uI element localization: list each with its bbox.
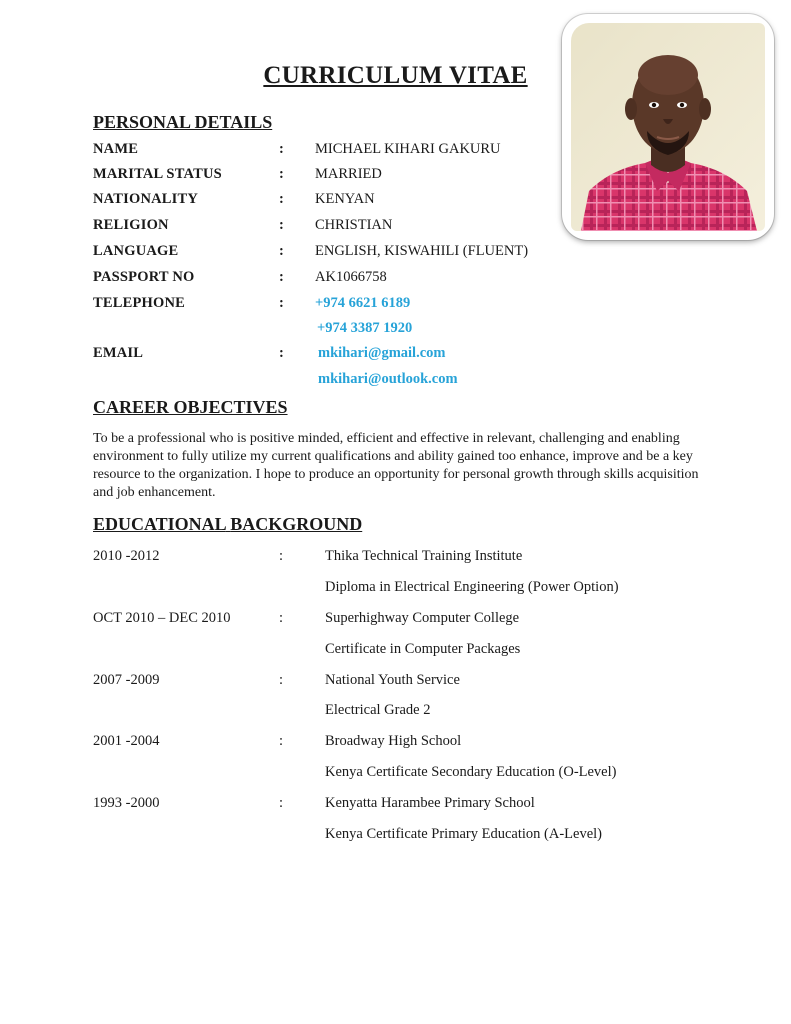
education-colon: : (279, 672, 284, 688)
education-qualification: Certificate in Computer Packages (325, 641, 521, 657)
profile-photo-frame (562, 14, 774, 240)
education-institution: Broadway High School (325, 733, 462, 749)
detail-value: MICHAEL KIHARI GAKURU (315, 141, 501, 157)
detail-label: MARITAL STATUS (93, 166, 222, 182)
career-objective-text: To be a professional who is positive minded, efficient and effective in relevant, challenging and enabling environment to fully utilize my current qualifications and ability gained too enhance, improve and be a key resource to the organization. I hope to produce an opportunity for personal growth through skills acquisition and job enhancement. (93, 431, 699, 500)
education-institution: Superhighway Computer College (325, 610, 520, 626)
career-objectives-heading: CAREER OBJECTIVES (93, 397, 288, 417)
detail-value: AK1066758 (315, 269, 387, 285)
email-link-1[interactable]: mkihari@gmail.com (318, 345, 446, 361)
detail-value: ENGLISH, KISWAHILI (FLUENT) (315, 243, 529, 259)
detail-colon: : (279, 295, 284, 311)
detail-colon: : (279, 166, 284, 182)
education-institution: Kenyatta Harambee Primary School (325, 795, 535, 811)
education-heading-part1: EDUCATIONAL (93, 514, 226, 534)
detail-label: RELIGION (93, 217, 169, 233)
education-period: 2007 -2009 (93, 672, 160, 688)
education-qualification: Kenya Certificate Primary Education (A-Level) (325, 826, 602, 842)
detail-label: PASSPORT NO (93, 269, 195, 285)
education-heading (93, 514, 362, 535)
email-link-2[interactable]: mkihari@outlook.com (318, 371, 458, 387)
education-qualification: Diploma in Electrical Engineering (Power Option) (325, 579, 619, 595)
document-title: CURRICULUM VITAE (263, 62, 528, 89)
education-institution: National Youth Service (325, 672, 460, 688)
education-period: 2001 -2004 (93, 733, 160, 749)
detail-colon: : (279, 217, 284, 233)
detail-colon: : (279, 243, 284, 259)
detail-value: CHRISTIAN (315, 217, 393, 233)
education-period: 1993 -2000 (93, 795, 160, 811)
education-period: OCT 2010 – DEC 2010 (93, 610, 231, 626)
education-qualification: Electrical Grade 2 (325, 702, 431, 718)
education-qualification: Kenya Certificate Secondary Education (O-Level) (325, 764, 617, 780)
education-period: 2010 -2012 (93, 548, 160, 564)
personal-details-heading: PERSONAL DETAILS (93, 112, 273, 132)
detail-value: MARRIED (315, 166, 382, 182)
detail-label: EMAIL (93, 345, 144, 361)
detail-label: TELEPHONE (93, 295, 186, 311)
profile-photo (571, 23, 765, 231)
detail-colon: : (279, 141, 284, 157)
education-colon: : (279, 795, 284, 811)
detail-colon: : (279, 191, 284, 207)
detail-colon: : (279, 269, 284, 285)
detail-label: NATIONALITY (93, 191, 199, 207)
detail-label: NAME (93, 141, 139, 157)
detail-value: KENYAN (315, 191, 375, 207)
education-heading-part2: BACKGROUND (230, 514, 363, 534)
detail-label: LANGUAGE (93, 243, 179, 259)
telephone-link-1[interactable]: +974 6621 6189 (315, 295, 411, 311)
telephone-link-2[interactable]: +974 3387 1920 (317, 320, 413, 336)
education-colon: : (279, 548, 284, 564)
education-institution: Thika Technical Training Institute (325, 548, 523, 564)
education-colon: : (279, 610, 284, 626)
detail-colon: : (279, 345, 284, 361)
education-colon: : (279, 733, 284, 749)
